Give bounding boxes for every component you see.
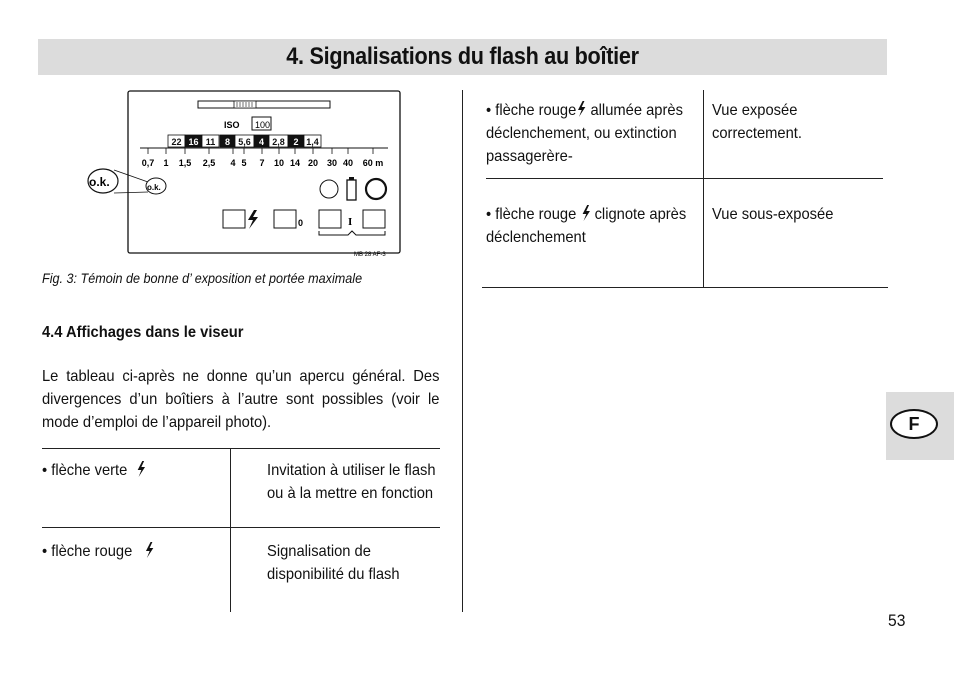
zoom-bar-marker <box>234 101 256 108</box>
aperture-label: 16 <box>188 137 199 147</box>
left-indicator-box <box>319 210 341 228</box>
lcd-frame <box>128 91 400 253</box>
signal-red-arrow: • flèche rouge <box>42 543 133 560</box>
distance-label: 14 <box>289 158 301 168</box>
aperture-label: 1,4 <box>306 137 319 147</box>
section-heading: 4.4 Affichages dans le viseur <box>42 324 244 341</box>
distance-label: 40 <box>342 158 354 168</box>
table-row <box>42 459 226 482</box>
title-bar <box>38 39 887 75</box>
table-row <box>486 99 693 168</box>
zoom-bar <box>198 101 330 108</box>
zero-label: 0 <box>298 218 304 228</box>
light-sensor-icon <box>320 180 338 198</box>
table-left-top-rule <box>42 448 440 449</box>
distance-label: 0,7 <box>141 158 155 168</box>
flash-arrow-icon <box>145 542 154 558</box>
distance-label: 60 m <box>362 158 384 168</box>
signal-red-blink-after: clignote après déclenchement <box>486 206 687 246</box>
aperture-label: 5,6 <box>238 137 251 147</box>
flash-arrow-icon <box>577 101 586 117</box>
language-tab[interactable] <box>886 392 954 460</box>
aperture-label: 22 <box>171 137 182 147</box>
distance-label: 30 <box>326 158 338 168</box>
table-right-bottom-rule <box>482 287 888 288</box>
ok-indicator-label: o.k. <box>147 183 161 192</box>
ok-bubble-label: o.k. <box>89 175 110 189</box>
right-indicator-box <box>363 210 385 228</box>
distance-label: 7 <box>259 158 265 168</box>
distance-label: 2,5 <box>202 158 216 168</box>
distance-label: 1 <box>163 158 169 168</box>
signal-green-arrow: • flèche verte <box>42 462 128 479</box>
flash-lcd-figure <box>84 88 404 263</box>
meaning-red-arrow: Signalisation de disponibilité du flash <box>267 543 400 583</box>
column-divider <box>462 90 463 612</box>
meaning-green-arrow: Invitation à utiliser le flash ou à la mettre en fonction <box>267 462 436 502</box>
language-tab-label: F <box>890 409 938 439</box>
distance-label: 5 <box>241 158 247 168</box>
page-title: 4. Signalisations du flash au boîtier <box>286 43 639 70</box>
meaning-correct-exposure: Vue exposée correctement. <box>712 102 802 142</box>
table-right-row-rule <box>486 178 883 179</box>
figure-caption: Fig. 3: Témoin de bonne d’ exposition et portée maximale <box>42 270 363 286</box>
zero-box <box>274 210 296 228</box>
table-row <box>486 203 693 249</box>
iso-label: ISO <box>224 120 240 130</box>
flash-arrow-icon <box>581 205 590 221</box>
intro-paragraph: Le tableau ci-après ne donne qu’un apercu général. Des divergences d’un boîtiers à l’autre sont possibles (voir le mode d’emploi de l’appareil photo). <box>42 368 440 431</box>
ready-circle-icon <box>366 179 386 199</box>
page-number: 53 <box>888 611 906 630</box>
aperture-label: 4 <box>258 137 265 147</box>
iso-value: 100 <box>255 120 271 130</box>
table-right-divider <box>703 90 704 287</box>
battery-icon <box>347 180 356 200</box>
distance-label: 4 <box>230 158 236 168</box>
aperture-label: 2 <box>293 137 299 147</box>
signal-red-lit-before: • flèche rouge <box>486 102 577 119</box>
aperture-scale <box>168 135 321 147</box>
distance-label: 10 <box>273 158 285 168</box>
distance-label: 20 <box>307 158 319 168</box>
meaning-underexposure: Vue sous-exposée <box>712 206 834 223</box>
model-code: MB 28 AF-3 <box>354 252 386 258</box>
manual-i-icon: I <box>348 216 353 228</box>
signal-red-lit-after: allumée après déclenchement, ou extinction passagerère- <box>486 102 683 165</box>
aperture-label: 2,8 <box>272 137 285 147</box>
table-row <box>42 540 226 563</box>
table-left-divider <box>230 448 231 612</box>
aperture-label: 11 <box>205 137 216 147</box>
distance-label: 1,5 <box>178 158 192 168</box>
table-left-row-rule <box>42 527 440 528</box>
signal-red-blink-before: • flèche rouge <box>486 206 581 223</box>
flash-mode-box <box>223 210 245 228</box>
flash-arrow-icon <box>137 461 146 477</box>
aperture-label: 8 <box>224 137 231 147</box>
